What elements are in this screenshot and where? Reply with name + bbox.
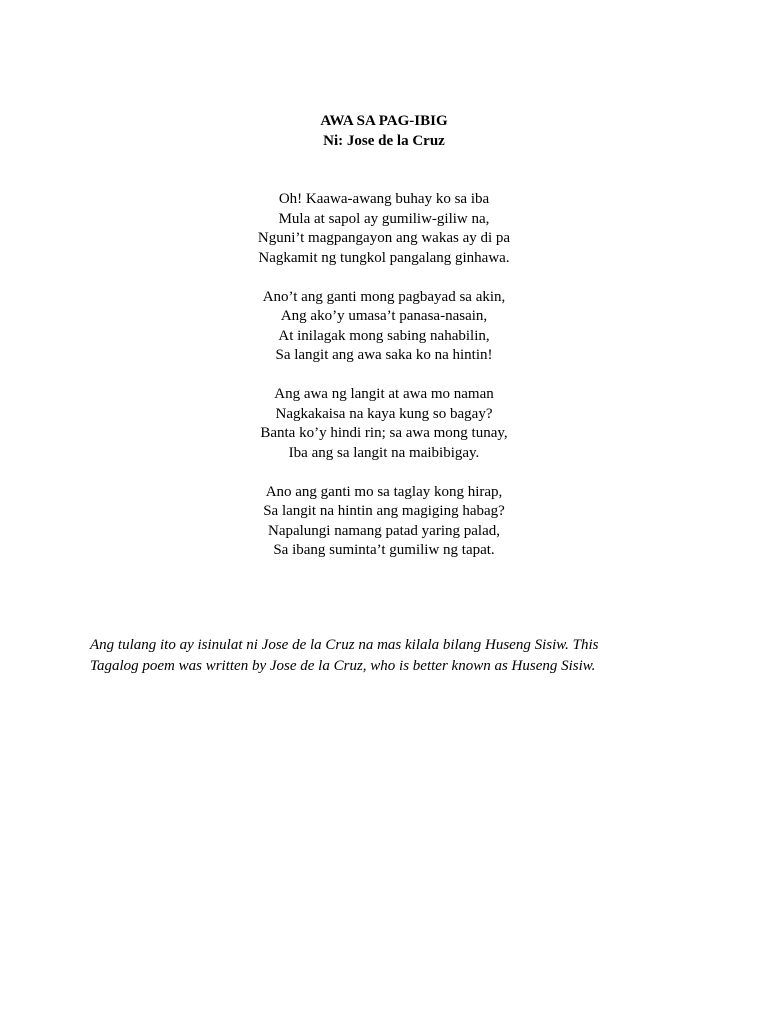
poem-line: Ang awa ng langit at awa mo naman xyxy=(274,386,494,402)
poem-line: Sa ibang suminta’t gumiliw ng tapat. xyxy=(273,542,495,558)
poem-line: Mula at sapol ay gumiliw-giliw na, xyxy=(278,210,490,227)
poem-line: Ang ako’y umasa’t panasa-nasain, xyxy=(280,308,488,324)
poem-heading xyxy=(0,111,768,151)
note-line: Ang tulang ito ay isinulat ni Jose de la Cruz na mas kilala bilang Huseng Sisiw. This xyxy=(90,637,599,653)
poem-line: Ano ang ganti mo sa taglay kong hirap, xyxy=(265,483,503,500)
poem-line: Nagkakaisa na kaya kung so bagay? xyxy=(275,405,493,422)
stanza xyxy=(0,385,768,463)
note-line: Tagalog poem was written by Jose de la Cruz, who is better known as Huseng Sisiw. xyxy=(90,658,596,674)
stanza xyxy=(0,483,768,561)
poem-line: Banta ko’y hindi rin; sa awa mong tunay, xyxy=(260,425,508,441)
poem-line: Nguni’t magpangayon ang wakas ay di pa xyxy=(257,230,511,246)
poem-line: Oh! Kaawa-awang buhay ko sa iba xyxy=(278,191,490,207)
poem-line: Napalungi namang patad yaring palad, xyxy=(267,522,500,539)
stanza xyxy=(0,288,768,366)
poem-line: Iba ang sa langit na maibibigay. xyxy=(288,444,480,461)
author-note xyxy=(90,635,730,677)
poem-line: Ano’t ang ganti mong pagbayad sa akin, xyxy=(262,288,506,305)
poem-body xyxy=(0,190,768,580)
poem-line: Nagkamit ng tungkol pangalang ginhawa. xyxy=(258,249,510,266)
stanza xyxy=(0,190,768,268)
poem-line: Sa langit ang awa saka ko na hintin! xyxy=(275,347,493,363)
poem-byline: Ni: Jose de la Cruz xyxy=(323,133,445,149)
poem-title: AWA SA PAG-IBIG xyxy=(320,113,448,129)
poem-line: At inilagak mong sabing nahabilin, xyxy=(278,327,490,344)
poem-line: Sa langit na hintin ang magiging habag? xyxy=(263,503,505,519)
